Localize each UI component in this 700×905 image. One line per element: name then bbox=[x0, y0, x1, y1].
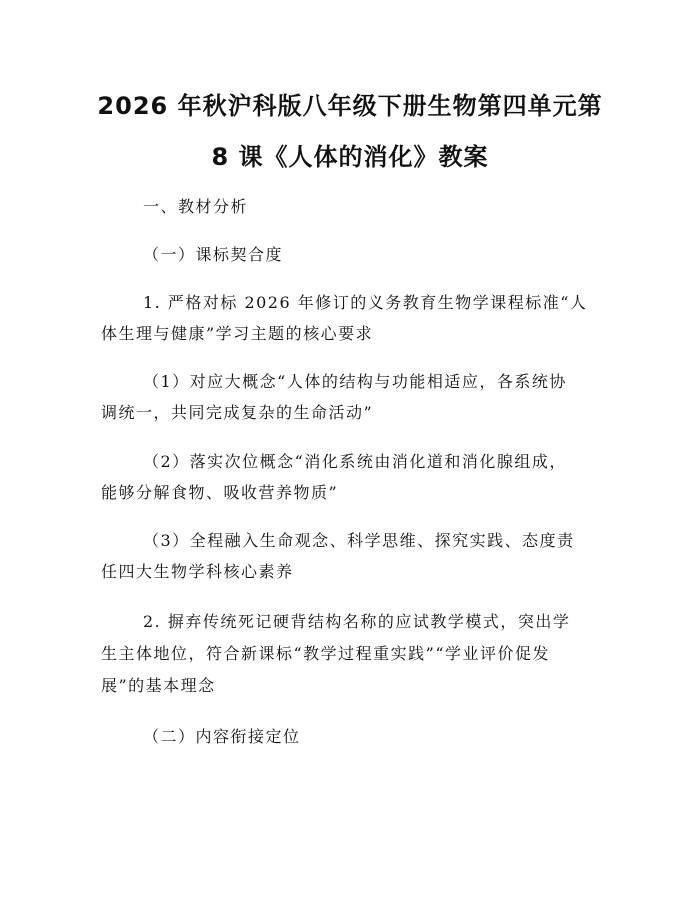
paragraph-item-1-line-1: 1. 严格对标 2026 年修订的义务教育生物学课程标准“人 bbox=[143, 293, 588, 312]
paragraph-item-2-line-3: 展”的基本理念 bbox=[101, 676, 216, 695]
paragraph-sub-3-line-1: （3）全程融入生命观念、科学思维、探究实践、态度责 bbox=[143, 531, 575, 550]
document-title-line-2: 8 课《人体的消化》教案 bbox=[211, 143, 489, 171]
paragraph-sub-1-line-1: （1）对应大概念“人体的结构与功能相适应，各系统协 bbox=[143, 372, 567, 391]
paragraph-sub-2-line-2: 能够分解食物、吸收营养物质” bbox=[101, 483, 339, 502]
paragraph-item-1-line-2: 体生理与健康”学习主题的核心要求 bbox=[101, 324, 374, 343]
paragraph-sub-3-line-2: 任四大生物学科核心素养 bbox=[101, 562, 294, 581]
paragraph-item-2-line-2: 生主体地位，符合新课标“教学过程重实践”“学业评价促发 bbox=[101, 644, 551, 663]
paragraph-sub-1-line-2: 调统一，共同完成复杂的生命活动” bbox=[101, 403, 374, 422]
subsection-heading-content-positioning: （二）内容衔接定位 bbox=[143, 727, 301, 746]
document-title-line-1: 2026 年秋沪科版八年级下册生物第四单元第 bbox=[97, 92, 603, 120]
subsection-heading-curriculum-fit: （一）课标契合度 bbox=[143, 245, 284, 264]
paragraph-item-2-line-1: 2. 摒弃传统死记硬背结构名称的应试教学模式，突出学 bbox=[143, 612, 571, 631]
paragraph-sub-2-line-1: （2）落实次位概念“消化系统由消化道和消化腺组成， bbox=[143, 452, 567, 471]
section-heading-textbook-analysis: 一、教材分析 bbox=[143, 197, 249, 216]
